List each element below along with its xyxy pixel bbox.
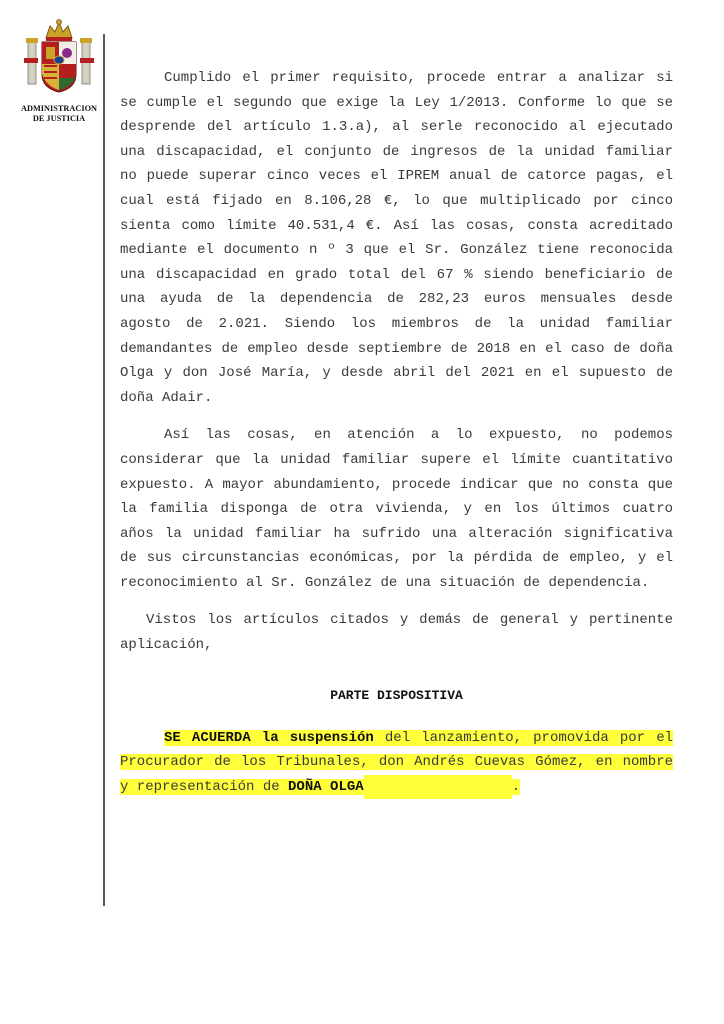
document-body — [120, 66, 673, 799]
ruling-tail: . — [511, 778, 521, 795]
paragraph-conclusion: Así las cosas, en atención a lo expuesto, no podemos considerar que la unidad familiar supere el límite cuantitativo expuesto. A mayor abundamiento, procede indicar que no consta que la familia disponga de otra vivienda, y en los últimos cuatro años la unidad familiar ha sufrido una alteración significativa de sus circunstancias económicas, por la pérdida de empleo, y el reconocimiento al Sr. González de una situación de dependencia. — [120, 427, 673, 591]
ruling-text: del lanzamiento, promovida por el Procurador de los Tribunales, don Andrés Cuevas Gómez, en nombre y representación de — [120, 729, 673, 795]
paragraph-articles: Vistos los artículos citados y demás de general y pertinente aplicación, — [120, 612, 673, 654]
seal-caption-line2: DE JUSTICIA — [32, 114, 86, 123]
section-heading: PARTE DISPOSITIVA — [330, 687, 463, 703]
coat-of-arms-icon — [22, 18, 96, 102]
paragraph-ruling — [120, 726, 673, 800]
seal-caption — [14, 104, 104, 124]
seal-caption-line1: ADMINISTRACION — [20, 104, 98, 113]
margin-rule — [103, 34, 105, 906]
redacted-blank — [364, 775, 512, 800]
ruling-bold-phrase: SE ACUERDA la suspensión — [164, 729, 374, 746]
ruling-party-name: DOÑA OLGA — [288, 778, 364, 795]
administration-seal — [14, 18, 104, 136]
paragraph-income-analysis: Cumplido el primer requisito, procede entrar a analizar si se cumple el segundo que exige la Ley 1/2013. Conforme lo que se desprende del artículo 1.3.a), al serle reconocido al ejecutado una discapacidad, el conjunto de ingresos de la unidad familiar no puede superar cinco veces el IPREM anual de catorce pagas, el cual está fijado en 8.106,28 €, lo que multiplicado por cinco sienta como límite 40.531,4 €. Así las cosas, consta acreditado mediante el documento n º 3 que el Sr. González tiene reconocida una discapacidad en grado total del 67 % siendo beneficiario de una ayuda de la dependencia de 282,23 euros mensuales desde agosto de 2.021. Siendo los miembros de la unidad familiar demandantes de empleo desde septiembre de 2018 en el caso de doña Olga y don José María, y desde abril del 2021 en el supuesto de doña Adair. — [120, 70, 673, 406]
